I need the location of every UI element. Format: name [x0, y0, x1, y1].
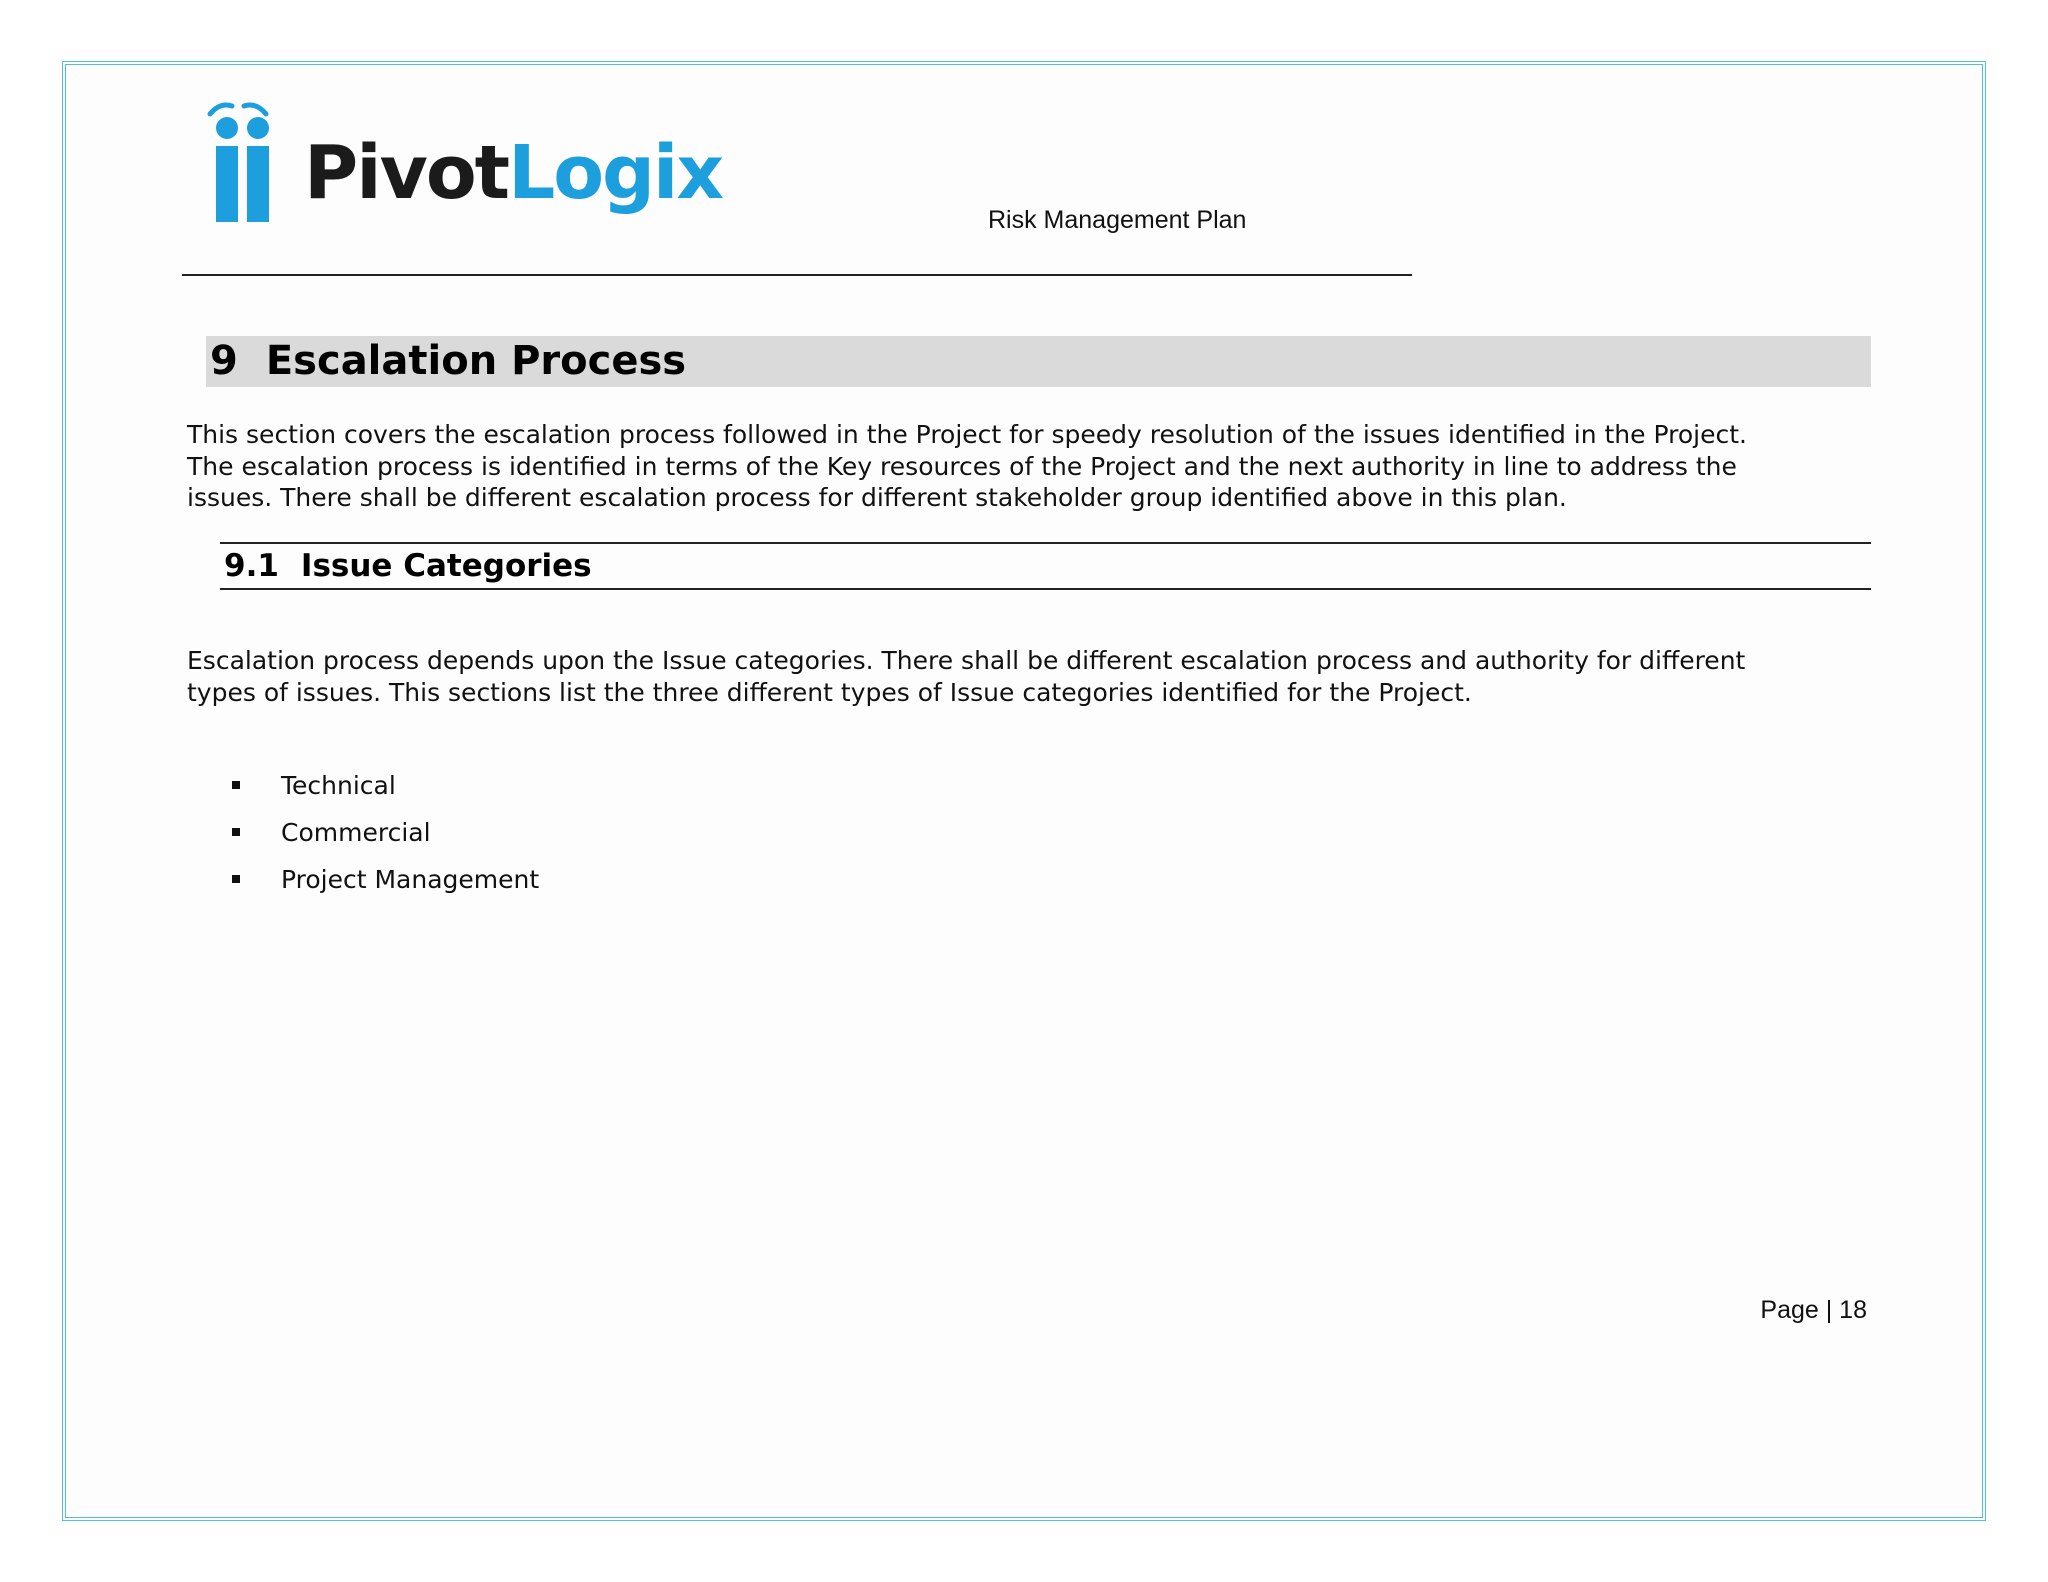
header-divider [182, 274, 1412, 276]
list-item [232, 862, 539, 909]
logo-wordmark-dark: Pivot [304, 130, 509, 216]
square-bullet-icon [232, 781, 240, 789]
subsection-rule-top [220, 542, 1871, 544]
section-title: Escalation Process [265, 338, 687, 384]
list-item-label: Technical [281, 771, 396, 800]
list-item-label: Project Management [281, 865, 540, 894]
person-pair-logo-icon [204, 96, 304, 236]
page-number: Page | 18 [1760, 1296, 1867, 1324]
subsection-rule-bottom [220, 588, 1871, 590]
subsection-heading [224, 545, 592, 587]
list-item [232, 768, 539, 815]
paragraph-line: Escalation process depends upon the Issue categories. There shall be different escalation process and authority for different [187, 646, 1746, 675]
section-intro-paragraph [187, 419, 1887, 514]
subsection-number: 9.1 [224, 548, 279, 584]
subsection-title: Issue Categories [300, 548, 592, 584]
logo-wordmark [304, 130, 723, 216]
paragraph-line: The escalation process is identified in terms of the Key resources of the Project and the next authority in line to address the [187, 451, 1737, 481]
document-title: Risk Management Plan [988, 206, 1247, 234]
issue-category-list [232, 768, 539, 909]
paragraph-line: issues. There shall be different escalation process for different stakeholder group identified above in this plan. [187, 483, 1567, 512]
square-bullet-icon [232, 828, 240, 836]
paragraph-line: This section covers the escalation process followed in the Project for speedy resolution of the issues identified in the Project. [187, 420, 1747, 449]
paragraph-line: types of issues. This sections list the three different types of Issue categories identified for the Project. [187, 677, 1472, 707]
list-item [232, 815, 539, 862]
logo-wordmark-blue: Logix [508, 130, 723, 216]
section-heading [210, 336, 686, 387]
company-logo [204, 96, 724, 236]
list-item-label: Commercial [281, 818, 431, 847]
section-number: 9 [210, 338, 238, 384]
subsection-body-paragraph [187, 645, 1887, 708]
square-bullet-icon [232, 875, 240, 883]
